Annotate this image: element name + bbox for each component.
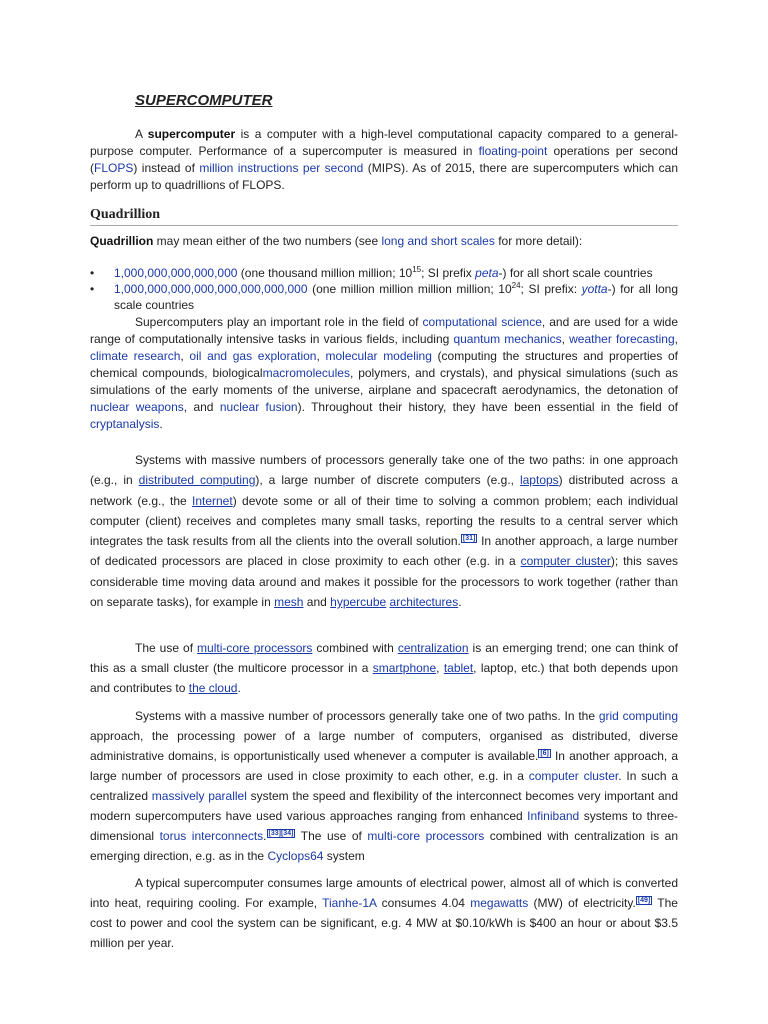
definition-paragraph: Quadrillion may mean either of the two numbers (see long and short scales for more detail): — [90, 234, 583, 248]
link-internet[interactable]: Internet — [192, 493, 233, 508]
link-multi-core-processors[interactable]: multi-core processors — [197, 641, 313, 655]
grid-computing-paragraph: Systems with a massive number of processors generally take one of two paths. In the grid computing approach, the processing power of a large number of computers, organised as distributed, diverse administrative domains, is opportunistically used whenever a computer is available. [6] In another approach, a large number of processors are used in close proximity to each other, e.g. in a computer cluster. In such a centralized massively parallel system the speed and flexibility of the interconnect becomes very important and modern supercomputers have used various approaches ranging from enhanced Infiniband systems to three-dimensional torus interconnects. [33][34] The use of multi-core processors combined with centralization is an emerging direction, e.g. as in the Cyclops64 system — [90, 709, 679, 863]
page-title: SUPERCOMPUTER — [135, 92, 273, 109]
link-smartphone[interactable]: smartphone — [372, 661, 437, 675]
link-flops[interactable]: FLOPS — [94, 161, 134, 175]
link-long-short-scales[interactable]: long and short scales — [381, 234, 495, 248]
link-laptops[interactable]: laptops — [519, 473, 559, 488]
term-quadrillion: Quadrillion — [90, 234, 154, 248]
reference-badge[interactable]: [33][34] — [268, 830, 294, 837]
applications-paragraph: Supercomputers play an important role in the field of computational science, and are used for a wide range of computationally intensive tasks in various fields, including quantum mechanics, weather forecasting, climate research, oil and gas exploration, molecular modeling (computing the structures and properties of chemical compounds, biologicalmacromolecules, polymers, and crystals), and physical simulations (such as simulations of the early moments of the universe, airplane and spacecraft aerodynamics, the detonation of nuclear weapons, and nuclear fusion). Throughout their history, they have been essential in the field of cryptanalysis. — [90, 315, 679, 431]
section-heading-quadrillion: Quadrillion — [90, 207, 678, 226]
bullet-marker: • — [90, 266, 95, 280]
power-paragraph: A typical supercomputer consumes large amounts of electrical power, almost all of which is converted into heat, requiring cooling. For example, Tianhe-1A consumes 4.04 megawatts (MW) of electricity. [49] The cost to power and cool the system can be significant, e.g. 4 MW at $0.10/kWh is $400 an hour or about $3.5 million per year. — [90, 876, 678, 950]
list-item: • 1,000,000,000,000,000 (one thousand million million; $10^{15}$; SI prefix peta-) for all short scale countries — [90, 265, 653, 280]
link-oil-gas-exploration[interactable]: oil and gas exploration — [189, 349, 317, 363]
link-hypercube[interactable]: hypercube — [330, 595, 387, 610]
link-tablet[interactable]: tablet — [443, 661, 474, 675]
link-climate-research[interactable]: climate research — [90, 349, 181, 363]
intro-paragraph: A supercomputer is a computer with a high-level computational capacity compared to a general-purpose computer. Performance of a supercomputer is measured in floating-point operations per second (FLOPS) instead of million instructions per second (MIPS). As of 2015, there are supercomputers which can perform up to quadrillions of FLOPS. — [90, 127, 678, 192]
reference-badge[interactable]: [6] — [540, 750, 549, 757]
link-cryptanalysis[interactable]: cryptanalysis — [90, 417, 160, 431]
link-quantum-mechanics[interactable]: quantum mechanics — [453, 332, 562, 346]
link-short-scale-number[interactable]: 1,000,000,000,000,000 — [114, 266, 238, 280]
link-nuclear-weapons[interactable]: nuclear weapons — [90, 400, 184, 414]
link-mesh[interactable]: mesh — [274, 595, 304, 610]
link-architectures[interactable]: architectures — [389, 595, 459, 610]
link-computer-cluster-2[interactable]: computer cluster — [528, 769, 619, 783]
link-floating-point[interactable]: floating-point — [478, 144, 548, 158]
link-yotta[interactable]: yotta — [581, 282, 608, 296]
link-computer-cluster[interactable]: computer cluster — [520, 554, 611, 569]
link-the-cloud[interactable]: the cloud — [188, 681, 238, 695]
link-massively-parallel[interactable]: massively parallel — [151, 789, 247, 803]
link-megawatts[interactable]: megawatts — [470, 896, 529, 910]
term-supercomputer: supercomputer — [147, 127, 236, 141]
link-distributed-computing[interactable]: distributed computing — [138, 473, 256, 488]
link-torus-interconnects[interactable]: torus interconnects — [159, 829, 264, 843]
processor-paths-paragraph: Systems with massive numbers of processors generally take one of the two paths: in one approach (e.g., in distributed computing), a large number of discrete computers (e.g., laptops) distributed across a network (e.g., the Internet) devote some or all of their time to solving a common problem; each individual computer (client) receives and completes many small tasks, reporting the results to a central server which integrates the task results from all the clients into the overall solution. [31] In another approach, a large number of dedicated processors are placed in close proximity to each other (e.g. in a computer cluster); this saves considerable time moving data around and makes it possible for the processors to work together (rather than on separate tasks), for example in mesh and hypercube architectures. — [90, 453, 678, 610]
link-cyclops64[interactable]: Cyclops64 — [267, 849, 324, 863]
link-infiniband[interactable]: Infiniband — [527, 809, 580, 823]
link-centralization[interactable]: centralization — [397, 641, 469, 655]
link-multi-core-processors-2[interactable]: multi-core processors — [367, 829, 485, 843]
link-peta[interactable]: peta — [475, 266, 499, 280]
link-molecular-modeling[interactable]: molecular modeling — [325, 349, 432, 363]
list-item: • 1,000,000,000,000,000,000,000,000 (one million million million million; $10^{24}$; SI prefix: yotta-) for all long scale countries — [90, 281, 678, 312]
link-tianhe-1a[interactable]: Tianhe-1A — [322, 896, 377, 910]
link-macromolecules[interactable]: macromolecules — [262, 366, 350, 380]
reference-badge[interactable]: [31] — [462, 535, 476, 543]
link-grid-computing[interactable]: grid computing — [598, 709, 678, 723]
quadrillion-list — [90, 265, 678, 313]
link-long-scale-number[interactable]: 1,000,000,000,000,000,000,000,000 — [114, 282, 308, 296]
reference-badge[interactable]: [49] — [637, 897, 651, 904]
link-weather-forecasting[interactable]: weather forecasting — [569, 332, 675, 346]
link-mips[interactable]: million instructions per second — [199, 161, 364, 175]
bullet-marker: • — [90, 282, 95, 296]
multicore-paragraph: The use of multi-core processors combined with centralization is an emerging trend; one can think of this as a small cluster (the multicore processor in a smartphone, tablet, laptop, etc.) that both depends upon and contributes to the cloud. — [90, 641, 679, 695]
link-nuclear-fusion[interactable]: nuclear fusion — [219, 400, 298, 414]
link-computational-science[interactable]: computational science — [422, 315, 542, 329]
